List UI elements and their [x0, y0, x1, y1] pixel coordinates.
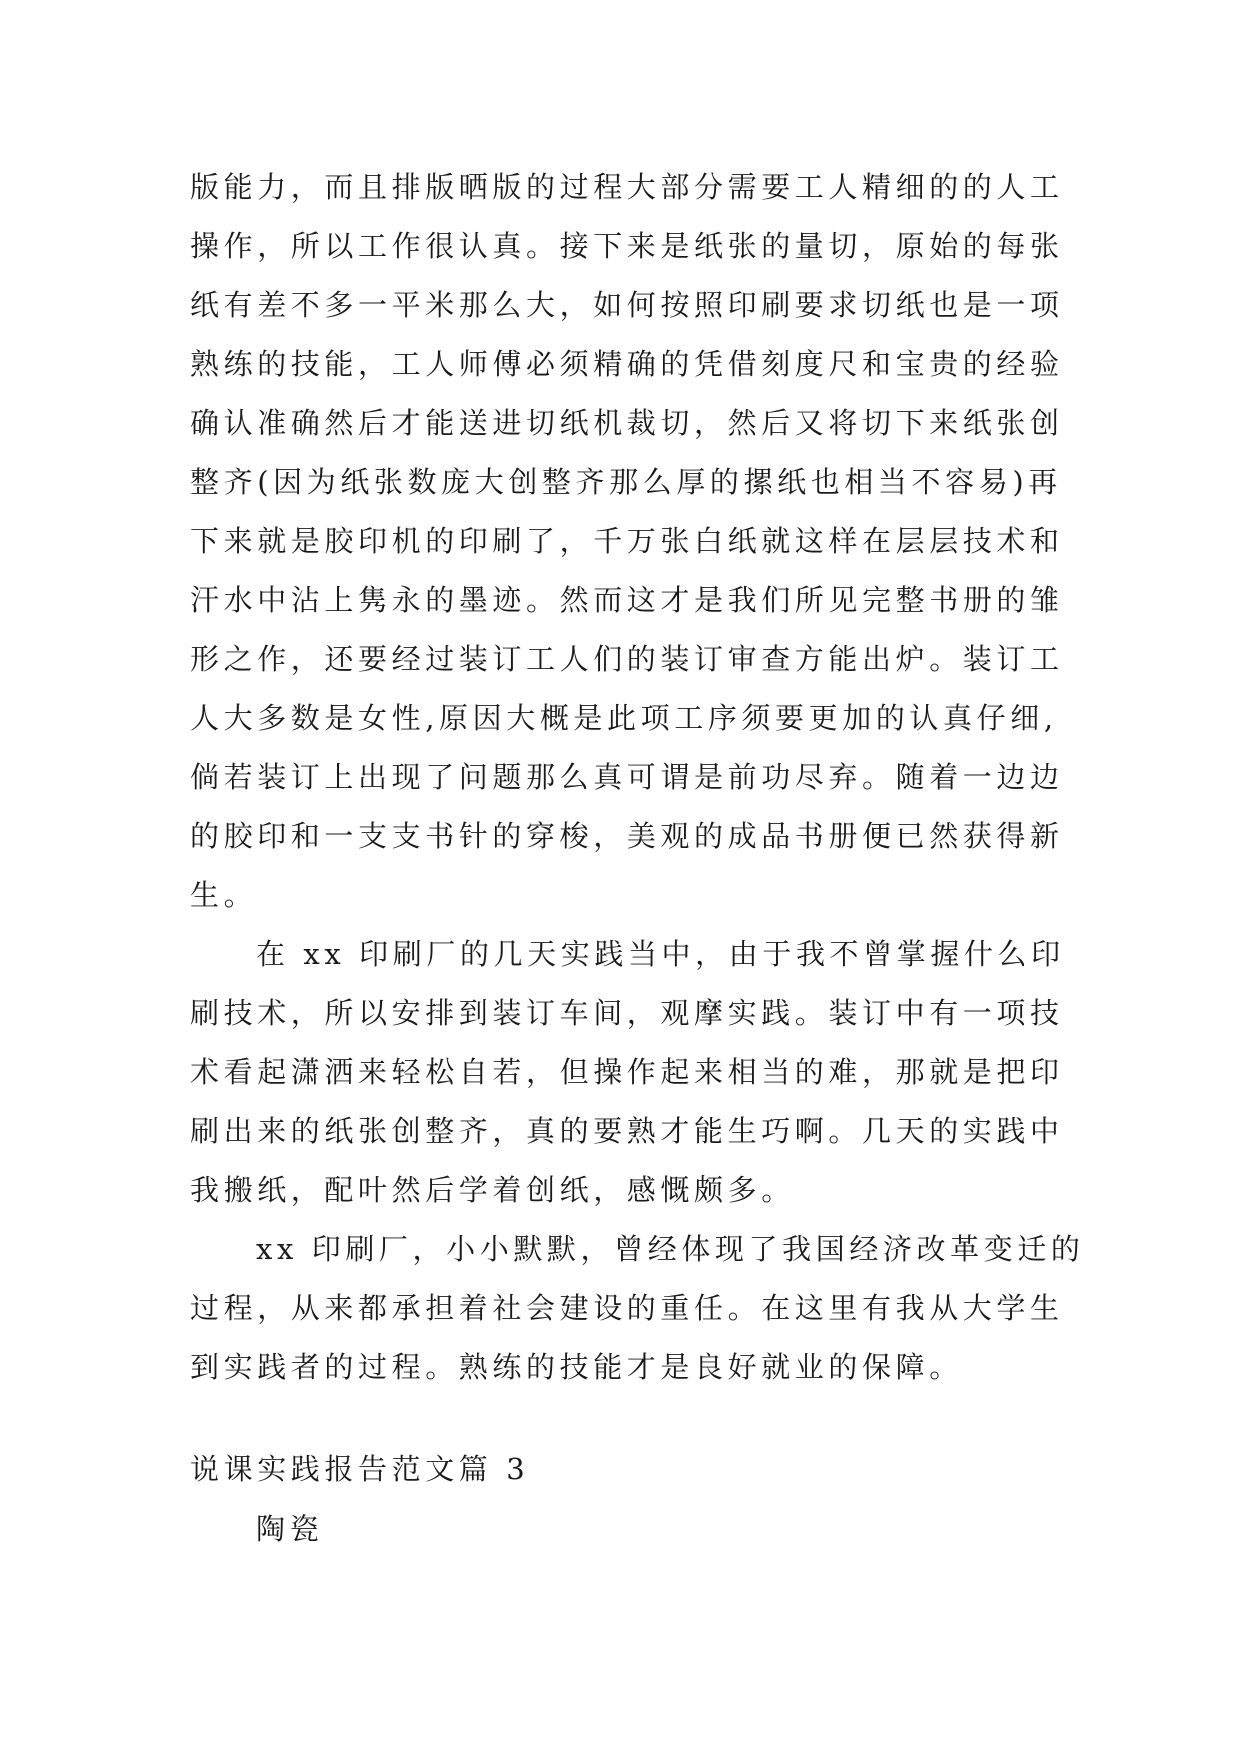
text-line: 倘若装订上出现了问题那么真可谓是前功尽弃。随着一边边 [190, 760, 1064, 794]
text-line: 人大多数是女性,原因大概是此项工序须要更加的认真仔细, [190, 701, 1058, 735]
text-line: 术看起潇洒来轻松自若，但操作起来相当的难，那就是把印 [190, 1055, 1064, 1089]
paragraph-1 [190, 158, 1064, 925]
text-line: xx 印刷厂，小小默默，曾经体现了我国经济改革变迁的 [256, 1232, 1085, 1266]
paragraph-2 [190, 925, 1065, 1220]
text-line: 版能力，而且排版晒版的过程大部分需要工人精细的的人工 [190, 170, 1064, 204]
text-line: 下来就是胶印机的印刷了，千万张白纸就这样在层层技术和 [190, 524, 1064, 558]
text-line: 纸有差不多一平米那么大，如何按照印刷要求切纸也是一项 [190, 288, 1064, 322]
text-line: 刷出来的纸张创整齐，真的要熟才能生巧啊。几天的实践中 [190, 1114, 1064, 1148]
document-body [190, 158, 1085, 1397]
text-line: 生。 [190, 878, 258, 912]
text-line: 我搬纸，配叶然后学着创纸，感慨颇多。 [190, 1173, 795, 1207]
text-line: 操作，所以工作很认真。接下来是纸张的量切，原始的每张 [190, 229, 1064, 263]
text-line: 的胶印和一支支书针的穿梭，美观的成品书册便已然获得新 [190, 819, 1064, 853]
text-line: 刷技术，所以安排到装订车间，观摩实践。装订中有一项技 [190, 996, 1064, 1030]
text-line: 确认准确然后才能送进切纸机裁切，然后又将切下来纸张创 [190, 406, 1064, 440]
section-heading: 说课实践报告范文篇 3 [190, 1452, 530, 1486]
text-line: 在 xx 印刷厂的几天实践当中，由于我不曾掌握什么印 [256, 937, 1065, 971]
text-line: 形之作，还要经过装订工人们的装订审查方能出炉。装订工 [190, 642, 1064, 676]
text-line: 整齐(因为纸张数庞大创整齐那么厚的摞纸也相当不容易)再 [190, 465, 1062, 499]
text-line: 到实践者的过程。熟练的技能才是良好就业的保障。 [190, 1350, 963, 1384]
section-subheading: 陶瓷 [256, 1512, 324, 1546]
text-line: 熟练的技能，工人师傅必须精确的凭借刻度尺和宝贵的经验 [190, 347, 1064, 381]
text-line: 过程，从来都承担着社会建设的重任。在这里有我从大学生 [190, 1291, 1064, 1325]
text-line: 汗水中沾上隽永的墨迹。然而这才是我们所见完整书册的雏 [190, 583, 1064, 617]
paragraph-3 [190, 1220, 1085, 1397]
